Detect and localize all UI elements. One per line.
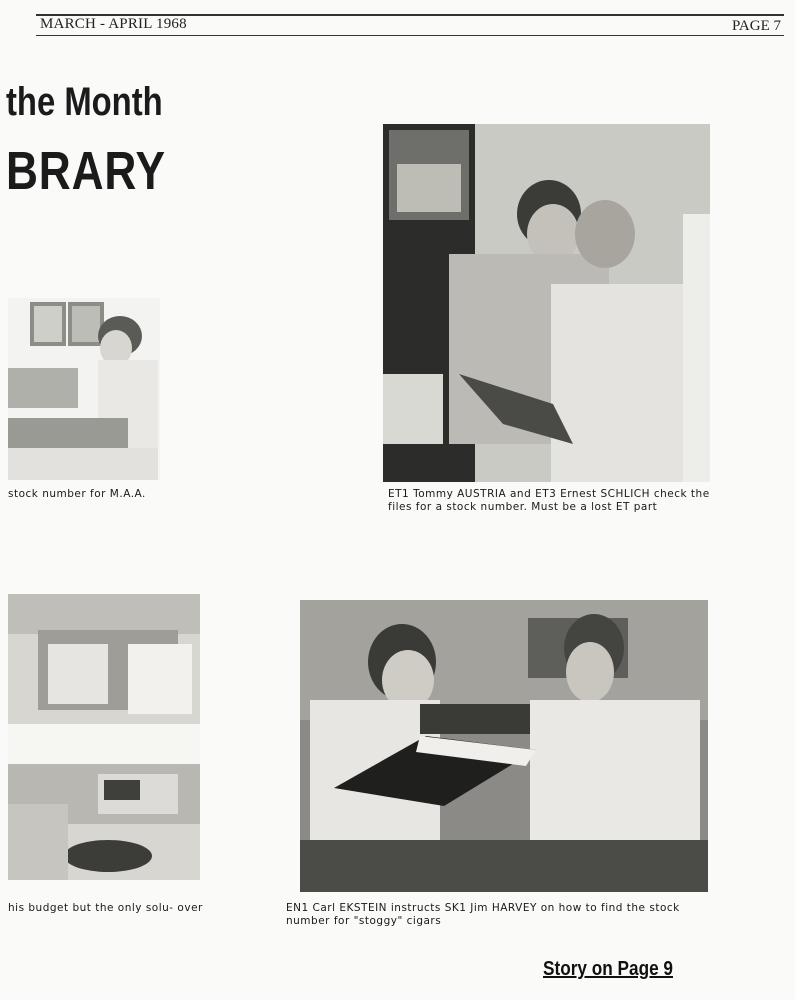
- caption-top-right: ET1 Tommy AUSTRIA and ET3 Ernest SCHLICH check the files for a stock number. Must be a lost ET part: [388, 488, 710, 513]
- header-date: MARCH - APRIL 1968: [40, 16, 187, 32]
- header-rule-bottom: [36, 35, 784, 36]
- photo-top-left: [8, 298, 160, 480]
- caption-bottom-left: his budget but the only solu- over: [8, 902, 203, 914]
- photo-bottom-right: [300, 600, 708, 892]
- story-continuation-link[interactable]: Story on Page 9: [543, 958, 673, 980]
- photo-top-right: [383, 124, 710, 482]
- photo-bottom-left: [8, 594, 200, 880]
- caption-bottom-right: EN1 Carl EKSTEIN instructs SK1 Jim HARVEY on how to find the stock number for "stoggy" cigars: [286, 902, 680, 927]
- headline-line-2: BRARY: [6, 141, 166, 201]
- page-number: PAGE 7: [731, 18, 781, 34]
- headline-line-1: the Month: [6, 80, 163, 124]
- caption-top-left: stock number for M.A.A.: [8, 488, 146, 500]
